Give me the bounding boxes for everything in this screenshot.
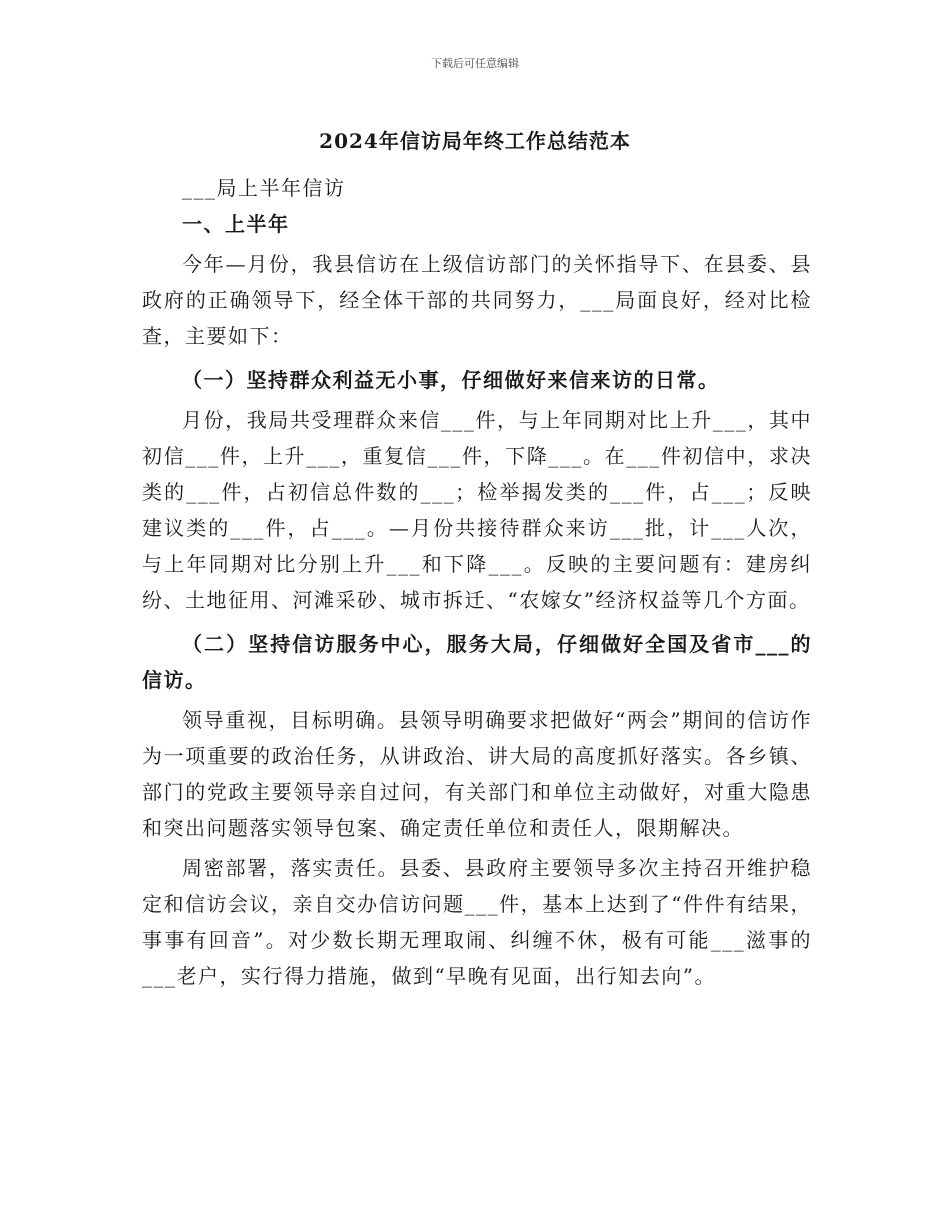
paragraph-intro: ___局上半年信访: [182, 176, 346, 200]
subsection-heading-2: （二）坚持信访服务中心，服务大局，仔细做好全国及省市___的信访。: [142, 632, 812, 692]
document-body: [142, 170, 812, 994]
paragraph-overview: 今年—月份，我县信访在上级信访部门的关怀指导下、在县委、县政府的正确领导下，经全体干部的共同努力，___局面良好，经对比检查，主要如下：: [142, 252, 812, 348]
section-heading-1: 一、上半年: [182, 212, 290, 236]
paragraph-deployment: 周密部署，落实责任。县委、县政府主要领导多次主持召开维护稳定和信访会议，亲自交办信访问题___件，基本上达到了“件件有结果，事事有回音”。对少数长期无理取闹、纠缠不休，极有可能___滋事的___老户，实行得力措施，做到“早晚有见面，出行知去向”。: [142, 856, 812, 988]
document-title: 2024年信访局年终工作总结范本: [319, 129, 631, 153]
subsection-heading-1: （一）坚持群众利益无小事，仔细做好来信来访的日常。: [182, 368, 720, 392]
paragraph-letters-visits: 月份，我局共受理群众来信___件，与上年同期对比上升___，其中初信___件，上升___，重复信___件，下降___。在___件初信中，求决类的___件，占初信总件数的___；检举揭发类的___件，占___；反映建议类的___件，占___。—月份共接待群众来访___批，计___人次，与上年同期对比分别上升___和下降___。反映的主要问题有：建房纠纷、土地征用、河滩采砂、城市拆迁、“农嫁女”经济权益等几个方面。: [142, 408, 812, 612]
paragraph-leadership: 领导重视，目标明确。县领导明确要求把做好“两会”期间的信访作为一项重要的政治任务，从讲政治、讲大局的高度抓好落实。各乡镇、部门的党政主要领导亲自过问，有关部门和单位主动做好，对重大隐患和突出问题落实领导包案、确定责任单位和责任人，限期解决。: [142, 708, 812, 840]
header-note: 下载后可任意编辑: [431, 57, 519, 70]
